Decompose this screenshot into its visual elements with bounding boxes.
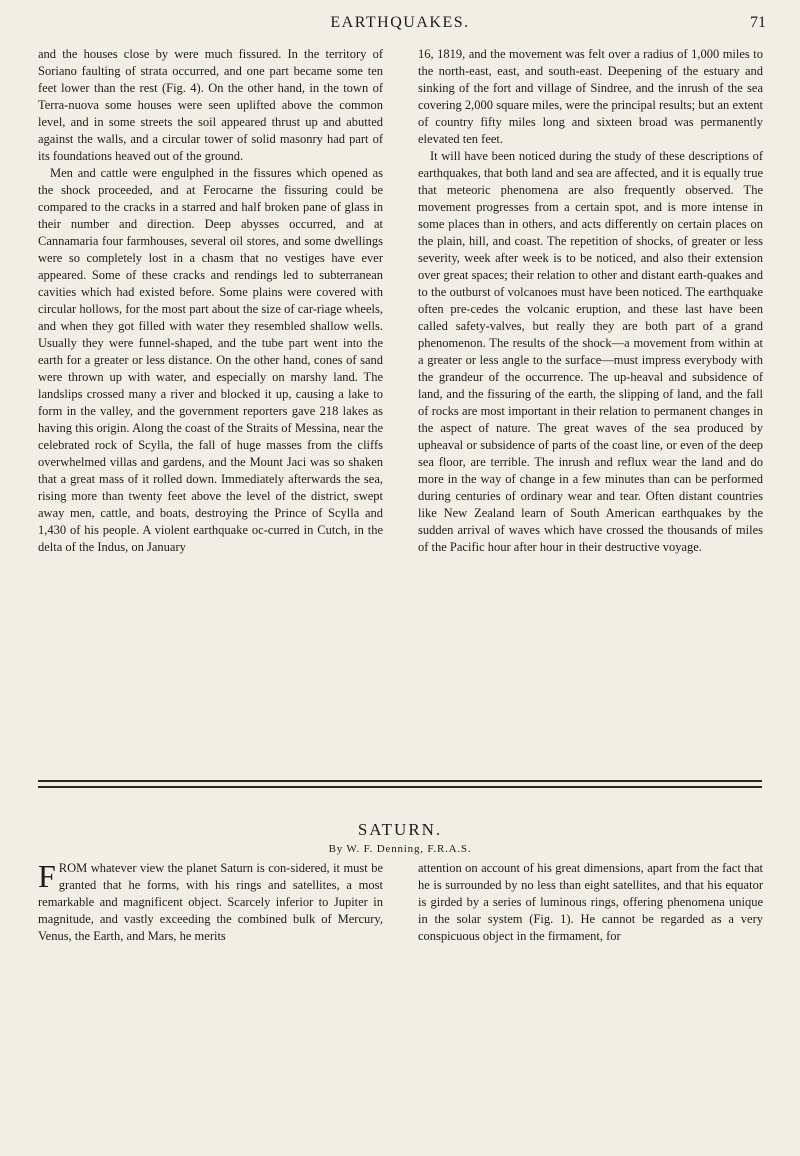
byline: By W. F. Denning, F.R.A.S.: [328, 843, 472, 855]
saturn-right-column: [418, 860, 763, 945]
drop-cap: F: [38, 858, 56, 894]
page-header: [0, 14, 800, 36]
paragraph: Men and cattle were engulphed in the fissures which opened as the shock proceeded, and at Ferocarne the fissuring could be compared to the cracks in a starred and half broken pane of glass in their number and direction. Deep abysses occurred, and at Cannamaria four farmhouses, several oil stores, and some dwellings were so completely lost in a chasm that no vestiges have ever appeared. Some of these cracks and rendings led to subterranean cavities which had existed before. Some plains were covered with circular hollows, for the most part about the size of car-riage wheels, and when they got filled with water they resembled shallow wells. Usually they were funnel-shaped, and the tube part went into the earth for a greater or less distance. On the other hand, cones of sand were thrown up with water, and especially on marshy land. The landslips crossed many a river and blocked it up, causing a lake to form in the valley, and the government reporters gave 218 lakes as having this origin. Along the coast of the Straits of Messina, near the celebrated rock of Scylla, the fall of huge masses from the cliffs overwhelmed villas and gardens, and the Mount Jaci was so shaken that a great mass of it rolled down. Immediately afterwards the sea, rising more than twenty feet above the level of the district, swept away men, cattle, and boats, destroying the Prince of Scylla and 1,430 of his people. A violent earthquake oc-curred in Cutch, in the delta of the Indus, on January: [38, 166, 383, 554]
paragraph: 16, 1819, and the movement was felt over a radius of 1,000 miles to the north-east, east, and south-east. Deepening of the estuary and sinking of the fort and village of Sindree, and the inrush of the sea covering 2,000 square miles, were the principal results; but an extent of country fifty miles long and sixteen broad was permanently elevated ten feet.: [418, 47, 763, 146]
article-right-column: [418, 46, 763, 556]
article-title: SATURN.: [357, 820, 443, 839]
paragraph: and the houses close by were much fissured. In the territory of Soriano faulting of strata occurred, and one part became some ten feet lower than the rest (Fig. 4). On the other hand, in the town of Terra-nuova some houses were seen uplifted above the common level, and in some streets the soil appeared thrust up and abutted against the walls, and a circular tower of solid masonry had part of its foundations heaved out of the ground.: [38, 47, 383, 163]
paragraph: [38, 860, 383, 945]
paragraph: attention on account of his great dimensions, apart from the fact that he is surrounded by no less than eight satellites, and that his equator is girded by a series of luminous rings, offering phenomena unique in the solar system (Fig. 1). He cannot be regarded as a very conspicuous object in the firmament, for: [418, 861, 763, 943]
paragraph-text: ROM whatever view the planet Saturn is con-sidered, it must be granted that he forms, with his rings and satellites, a most remarkable and magnificent object. Scarcely inferior to Jupiter in magnitude, and vastly exceeding the combined bulk of Mercury, Venus, the Earth, and Mars, he merits: [38, 861, 383, 943]
running-head: EARTHQUAKES.: [330, 14, 470, 31]
section-divider: [38, 780, 762, 782]
section-divider: [38, 786, 762, 788]
page-number: 71: [750, 14, 766, 31]
article-left-column: [38, 46, 383, 556]
saturn-left-column: [38, 860, 383, 945]
paragraph: It will have been noticed during the study of these descriptions of earthquakes, that both land and sea are affected, and it is equally true that meteoric phenomena are also frequently observed. The movement progresses from a certain spot, and is more intense in some places than in others, and acts differently on certain places on the plain, hill, and coast. The repetition of shocks, of greater or less severity, week after week is to be noticed, and also their extension over great spaces; their relation to other and distant earth-quakes and to the outburst of volcanoes must have been noticed. The earthquake often pre-cedes the volcanic eruption, and these last have been called safety-valves, but really they are both part of a grand phenomenon. The results of the shock—a movement from within at a greater or less angle to the surface—must impress everybody with the grandeur of the occurrence. The up-heaval and subsidence of land, and the fissuring of the earth, the slipping of land, and the fall of rocks are most important in their relation to permanent changes in the aspect of nature. The great waves of the sea produced by upheaval or subsidence of parts of the coast line, or even of the deep sea floor, are terrible. The inrush and reflux wear the land and do more in the way of change in a few minutes than can be performed during centuries of ordinary wear and tear. Often distant countries like New Zealand learn of South American earthquakes by the sudden arrival of waves which have crossed the thousands of miles of the Pacific hour after hour in their destructive voyage.: [418, 149, 763, 554]
